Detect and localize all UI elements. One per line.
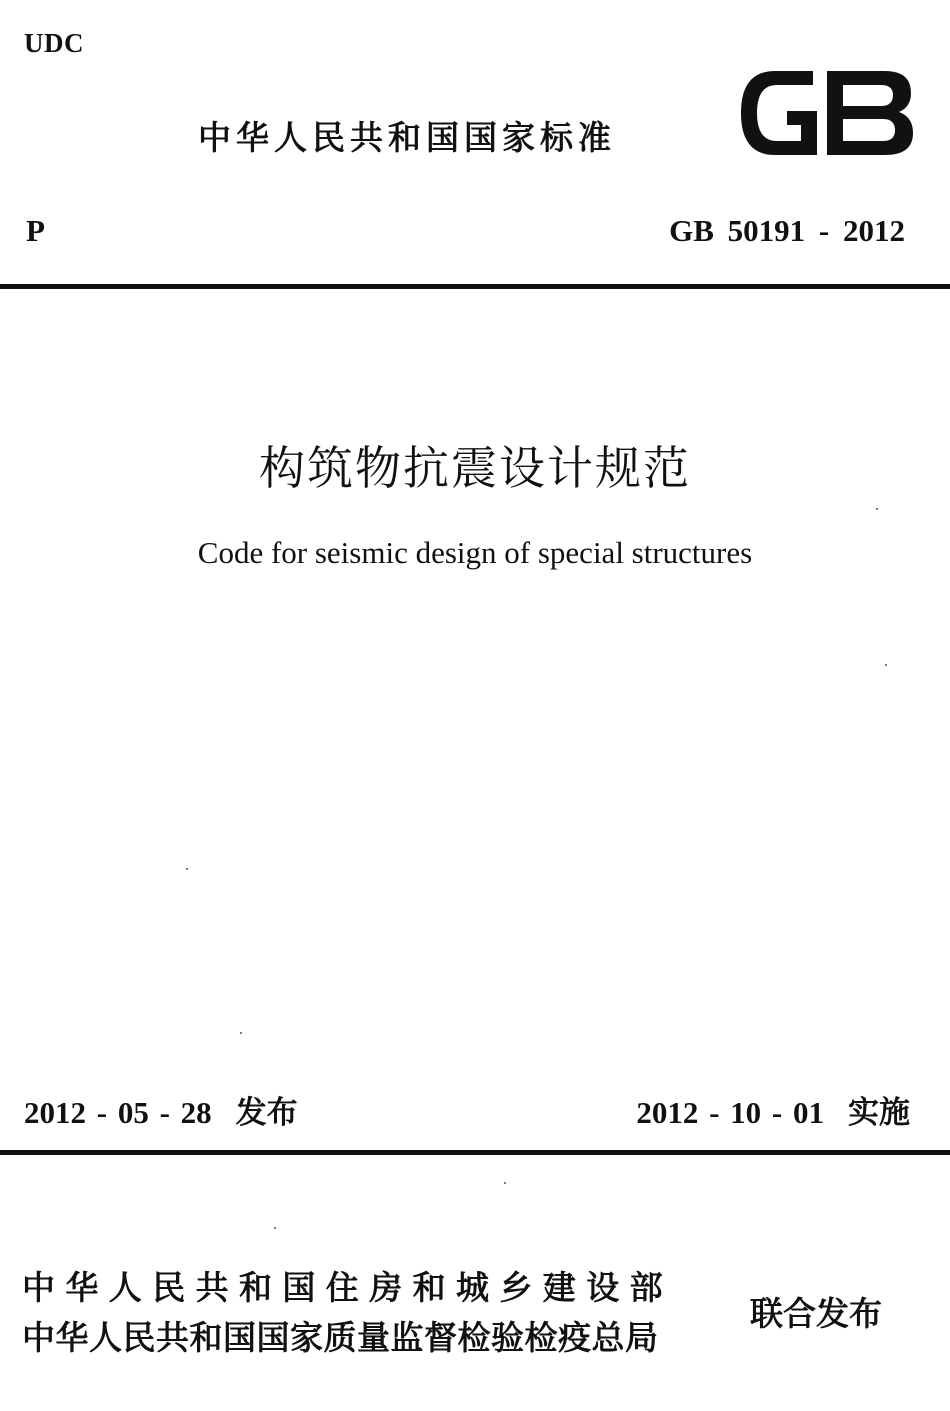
issue-date-line	[24, 1087, 298, 1132]
standard-number: GB 50191 - 2012	[669, 213, 905, 248]
scan-speck	[274, 1227, 276, 1229]
title-english: Code for seismic design of special structures	[197, 535, 753, 570]
udc-label: UDC	[24, 28, 84, 58]
issue-label: 发布	[235, 1095, 298, 1131]
implement-date-line	[636, 1087, 910, 1132]
national-standard-title: 中华人民共和国国家标准	[198, 118, 616, 157]
issue-date: 2012 - 05 - 28	[24, 1095, 212, 1130]
title-chinese: 构筑物抗震设计规范	[259, 441, 691, 495]
scan-speck	[504, 1182, 506, 1184]
scan-speck	[876, 508, 878, 510]
publisher-aqsiq: 中华人民共和国国家质量监督检验检疫总局	[22, 1318, 659, 1357]
implement-date: 2012 - 10 - 01	[636, 1095, 824, 1130]
gb-logo	[735, 63, 917, 163]
top-divider	[0, 284, 950, 289]
implement-label: 实施	[848, 1095, 910, 1131]
bottom-divider	[0, 1150, 950, 1155]
category-code: P	[26, 213, 45, 248]
joint-publish-label: 联合发布	[750, 1294, 882, 1333]
scan-speck	[885, 664, 887, 666]
publisher-ministry: 中华人民共和国住房和城乡建设部	[22, 1268, 673, 1307]
scan-speck	[186, 868, 188, 870]
scan-speck	[240, 1032, 242, 1034]
